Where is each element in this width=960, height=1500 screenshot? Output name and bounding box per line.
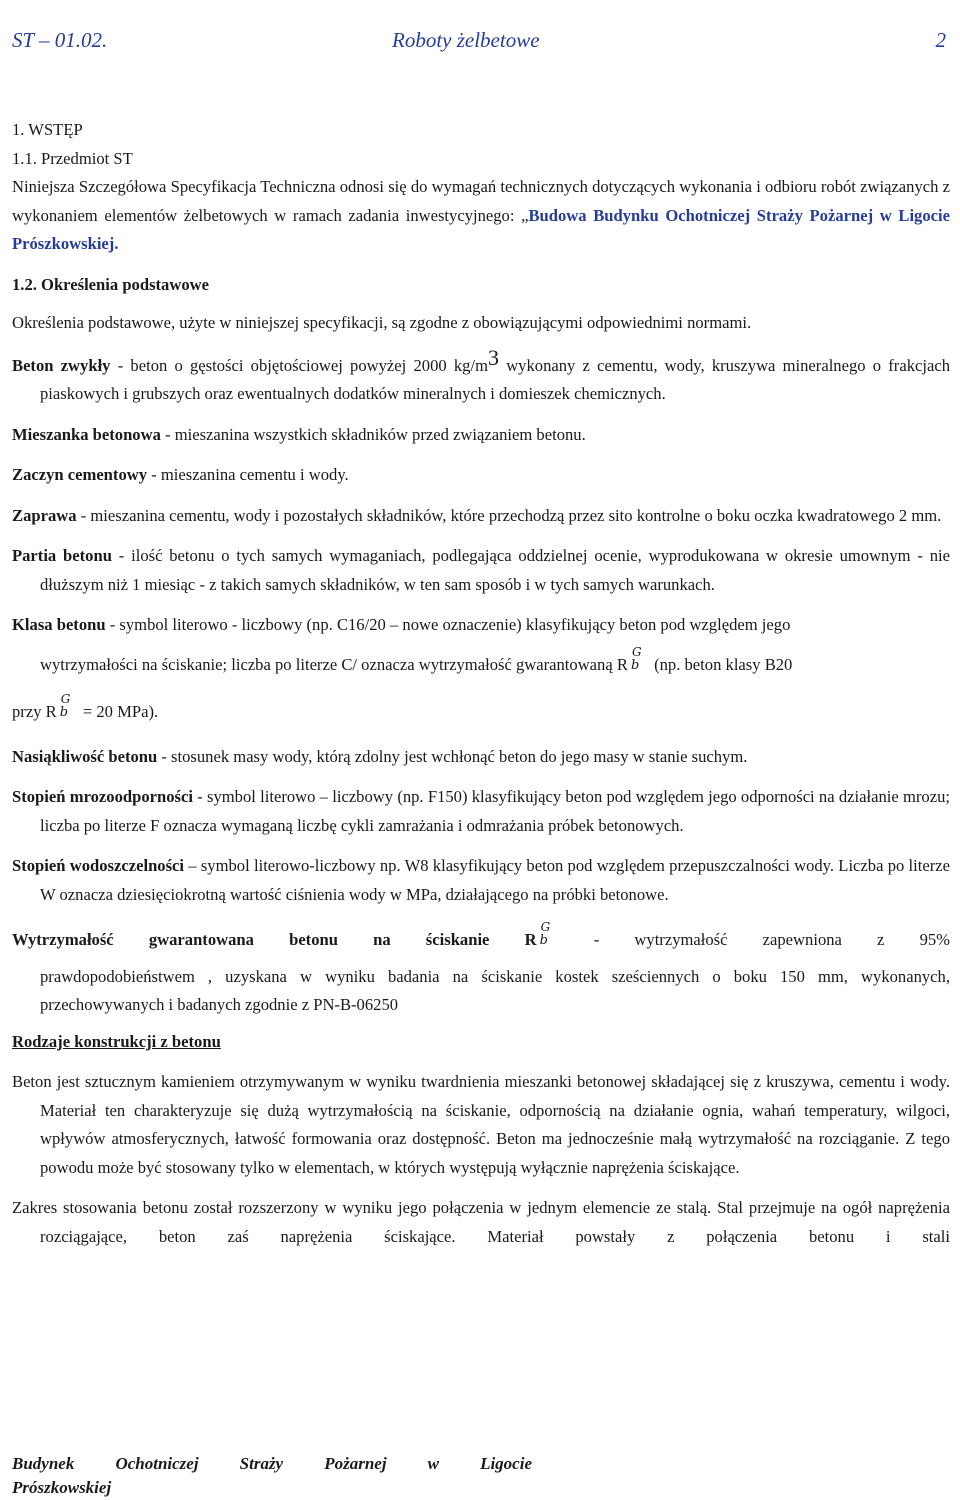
footer-line-2: Prószkowskiej xyxy=(12,1478,112,1497)
header-title: Roboty żelbetowe xyxy=(392,28,540,52)
definition-klasa: Klasa betonu - symbol literowo - liczbowy (np. C16/20 – nowe oznaczenie) klasyfikujący beton pod względem jego wytrzymałości na ściskanie; liczba po literze C/ oznacza wytrzymałość gwarantowaną R G b (np. beton klasy B20 przy R G b = 20 MPa). xyxy=(12,615,793,721)
header-spec-number: ST – 01.02. xyxy=(12,28,108,52)
definition-mrozoodpornosc: Stopień mrozoodporności - symbol literowo – liczbowy (np. F150) klasyfikujący beton pod względem jego odporności na działanie mrozu; liczba po literze F oznacza wymaganą liczbę cykli zamrażania i odmrażania próbek betonowych. xyxy=(12,787,950,835)
definition-wodoszczelnosc: Stopień wodoszczelności – symbol literowo-liczbowy np. W8 klasyfikujący beton pod względem przepuszczalności wody. Liczba po literze W oznacza dziesięciokrotną wartość ciśnienia wody w MPa, działającego na próbki betonowe. xyxy=(12,856,950,904)
rg-symbol: G b xyxy=(630,644,642,673)
rg-symbol: G b xyxy=(59,692,71,720)
section-heading-1-1: 1.1. Przedmiot ST xyxy=(12,148,133,168)
rg-symbol: G b xyxy=(539,920,551,948)
definition-mieszanka: Mieszanka betonowa - mieszanina wszystkich składników przed związaniem betonu. xyxy=(12,424,586,444)
definition-zaczyn: Zaczyn cementowy - mieszanina cementu i wody. xyxy=(12,465,349,484)
header-page-number: 2 xyxy=(935,28,946,52)
investment-name: Budowa Budynku Ochotniczej Straży Pożarnej w Ligocie Prószkowskiej. xyxy=(12,205,950,253)
heading-rodzaje: Rodzaje konstrukcji z betonu xyxy=(12,1031,221,1051)
document-body xyxy=(12,116,950,1251)
footer-line-1: Budynek Ochotniczej Straży Pożarnej w Ligocie xyxy=(12,1454,532,1473)
definition-wytrzymalosc: Wytrzymałość gwarantowana betonu na ściskanie R G b - wytrzymałość zapewniona z 95% prawdopodobieństwem , uzyskana w wyniku badania na ściskanie kostek sześciennych o boku 150 mm, wykonanych, przechowywanych i badanych zgodnie z PN-B-06250 xyxy=(12,920,950,1014)
page-footer xyxy=(12,1452,532,1500)
definition-nasiakliwosc: Nasiąkliwość betonu - stosunek masy wody, którą zdolny jest wchłonąć beton do jego masy w stanie suchym. xyxy=(12,746,748,766)
paragraph-rodzaje-1: Beton jest sztucznym kamieniem otrzymywanym w wyniku twardnienia mieszanki betonowej składającej się z kruszywa, cementu i wody. Materiał ten charakteryzuje się dużą wytrzymałością na ściskanie, odpornością na działanie ognia, wahań temperatury, wilgoci, wpływów atmosferycznych, łatwość formowania oraz dostępność. Beton ma jednocześnie małą wytrzymałość na rozciąganie. Z tego powodu może być stosowany tylko w elementach, w których występują wyłącznie naprężenia ściskające. xyxy=(12,1072,950,1177)
paragraph-subject: Niniejsza Szczegółowa Specyfikacja Techniczna odnosi się do wymagań technicznych dotyczących wykonania i odbioru robót związanych z wykonaniem elementów żelbetowych w ramach zadania inwestycyjnego: „Budowa Budynku Ochotniczej Straży Pożarnej w Ligocie Prószkowskiej. xyxy=(12,177,950,253)
definition-beton: Beton zwykły - beton o gęstości objętościowej powyżej 2000 kg/m3 wykonany z cementu, wody, kruszywa mineralnego o frakcjach piaskowych i grubszych oraz ewentualnych dodatków mineralnych i domieszek chemicznych. xyxy=(12,344,950,403)
definition-zaprawa: Zaprawa - mieszanina cementu, wody i pozostałych składników, które przechodzą przez sito kontrolne o boku oczka kwadratowego 2 mm. xyxy=(12,505,942,525)
page-header xyxy=(12,24,948,60)
paragraph-rodzaje-2: Zakres stosowania betonu został rozszerzony w wyniku jego połączenia w jednym elemencie ze stalą. Stal przejmuje na ogół naprężenia rozciągające, beton zaś naprężenia ściskające. Materiał powstały z połączenia betonu i stali xyxy=(12,1198,950,1246)
section-heading-1: 1. WSTĘP xyxy=(12,120,83,139)
paragraph-definitions-intro: Określenia podstawowe, użyte w niniejszej specyfikacji, są zgodne z obowiązującymi odpowiednimi normami. xyxy=(12,313,752,332)
definition-partia: Partia betonu - ilość betonu o tych samych wymaganiach, podlegająca oddzielnej ocenie, wyprodukowana w okresie umownym - nie dłuższym niż 1 miesiąc - z takich samych składników, w ten sam sposób i w tych samych warunkach. xyxy=(12,546,950,594)
section-heading-1-2: 1.2. Określenia podstawowe xyxy=(12,274,209,294)
